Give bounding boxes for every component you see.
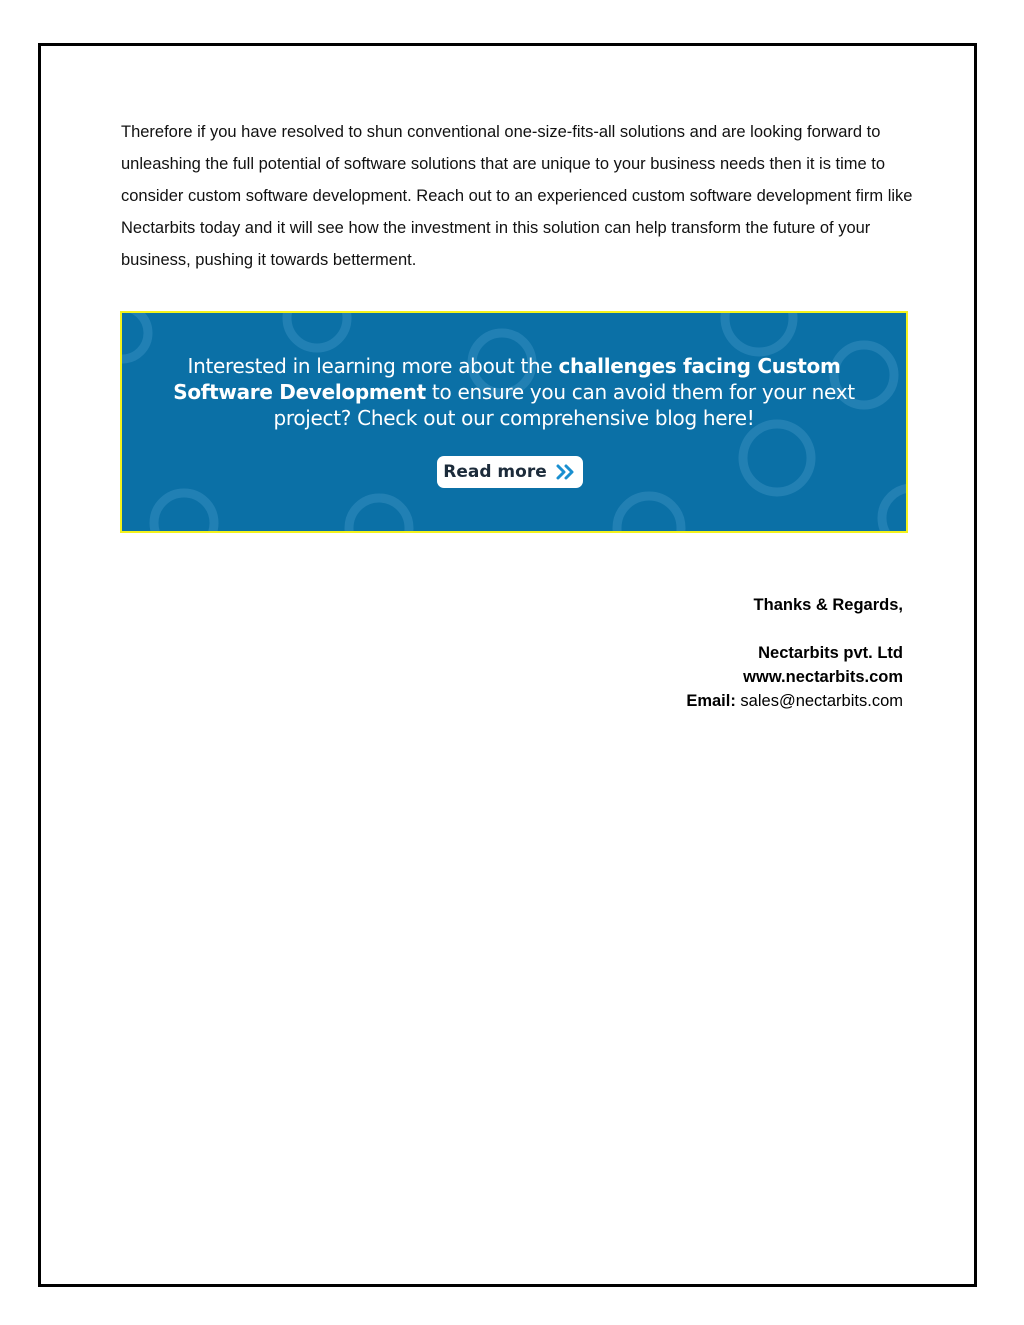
banner-message	[152, 353, 876, 431]
body-paragraph: Therefore if you have resolved to shun conventional one-size-fits-all solutions and are looking forward to unleashing the full potential of software solutions that are unique to your business needs then it is time to consider custom software development. Reach out to an experienced custom software development firm like Nectarbits today and it will see how the investment in this solution can help transform the future of your business, pushing it towards betterment.	[121, 123, 913, 269]
email-label: Email:	[686, 692, 736, 710]
signature-block	[503, 593, 903, 713]
banner-text-part1: Interested in learning more about the	[187, 354, 559, 378]
website-link[interactable]: www.nectarbits.com	[743, 668, 903, 686]
email-line	[503, 689, 903, 713]
double-chevron-right-icon	[555, 463, 577, 481]
banner-text-bold: challenges facing Custom Software Development	[173, 354, 841, 404]
banner-text-part2: to ensure you can avoid them for your next project? Check out our comprehensive blog here!	[273, 380, 855, 430]
email-address[interactable]: sales@nectarbits.com	[735, 692, 903, 710]
read-more-button[interactable]	[437, 456, 583, 488]
company-name: Nectarbits pvt. Ltd	[758, 644, 903, 662]
read-more-label: Read more	[443, 462, 547, 482]
blog-promo-banner[interactable]	[120, 311, 908, 533]
signature-spacer	[503, 617, 903, 641]
closing-line: Thanks & Regards,	[753, 596, 903, 614]
